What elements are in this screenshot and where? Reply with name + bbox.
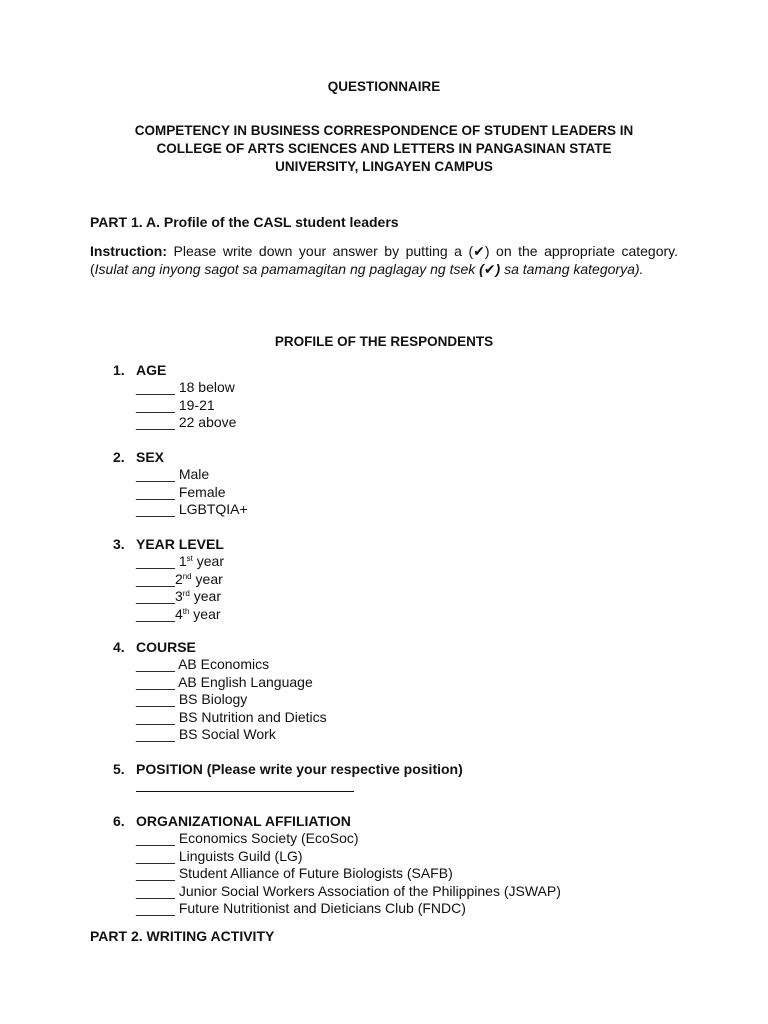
- study-title-line: UNIVERSITY, LINGAYEN CAMPUS: [275, 159, 493, 174]
- part2-heading: PART 2. WRITING ACTIVITY: [90, 928, 275, 944]
- option-item[interactable]: _____ BS Social Work: [136, 726, 276, 742]
- answer-blank[interactable]: _____: [136, 656, 175, 672]
- section-course: [113, 638, 693, 744]
- answer-blank[interactable]: _____: [136, 466, 175, 482]
- answer-blank[interactable]: _____: [136, 588, 175, 604]
- option-item[interactable]: _____ BS Nutrition and Dietics: [136, 708, 327, 725]
- option-item[interactable]: _____ Student Alliance of Future Biologists (SAFB): [136, 865, 453, 881]
- option-item[interactable]: _____ 18 below: [136, 379, 235, 395]
- option-item[interactable]: _____ AB Economics: [136, 656, 270, 672]
- answer-blank[interactable]: _____: [136, 414, 175, 430]
- answer-blank[interactable]: _____: [136, 830, 175, 846]
- section-position: [113, 760, 693, 792]
- section-heading: 6. ORGANIZATIONAL AFFILIATION: [113, 813, 351, 829]
- option-item[interactable]: _____ 1st year: [136, 553, 224, 569]
- study-title: [90, 122, 678, 176]
- section-heading: 2. SEX: [113, 449, 165, 465]
- study-title-line: COMPETENCY IN BUSINESS CORRESPONDENCE OF STUDENT LEADERS IN: [134, 123, 634, 138]
- instruction-tagalog-end: sa tamang kategorya).: [500, 261, 644, 277]
- section-heading: 5. POSITION (Please write your respective position): [113, 761, 463, 777]
- check-mark-icon: (✔): [479, 261, 501, 277]
- part1-heading: PART 1. A. Profile of the CASL student leaders: [90, 214, 399, 230]
- answer-blank[interactable]: _____: [136, 483, 175, 500]
- instruction-paragraph: [90, 242, 678, 278]
- answer-blank[interactable]: _____: [136, 865, 175, 881]
- option-item[interactable]: _____ LGBTQIA+: [136, 501, 248, 517]
- section-year-level: [113, 535, 693, 623]
- answer-blank[interactable]: _____: [136, 847, 175, 864]
- option-item[interactable]: _____ Future Nutritionist and Dieticians Club (FNDC): [136, 900, 466, 916]
- option-item[interactable]: _____ 19-21: [136, 396, 215, 413]
- answer-blank[interactable]: _____: [136, 396, 175, 413]
- answer-blank[interactable]: _____: [136, 379, 175, 395]
- answer-blank[interactable]: _____: [136, 726, 175, 742]
- section-age: [113, 361, 693, 432]
- section-heading: 4. COURSE: [113, 639, 196, 655]
- answer-blank[interactable]: _____: [136, 553, 175, 569]
- option-item[interactable]: _____2nd year: [136, 570, 223, 587]
- profile-title: PROFILE OF THE RESPONDENTS: [274, 334, 494, 349]
- section-heading: 1. AGE: [113, 362, 167, 378]
- option-item[interactable]: _____3rd year: [136, 588, 221, 604]
- section-heading: 3. YEAR LEVEL: [113, 536, 224, 552]
- section-affiliation: [113, 812, 693, 918]
- answer-blank[interactable]: _____: [136, 673, 175, 690]
- instruction-label: Instruction:: [90, 243, 167, 259]
- answer-blank[interactable]: _____: [136, 691, 175, 707]
- option-item[interactable]: _____ Linguists Guild (LG): [136, 847, 303, 864]
- option-item[interactable]: _____ Junior Social Workers Association of the Philippines (JSWAP): [136, 882, 561, 899]
- option-item[interactable]: _____ BS Biology: [136, 691, 248, 707]
- answer-blank[interactable]: _____: [136, 882, 175, 899]
- instruction-tagalog: Isulat ang inyong sagot sa pamamagitan ng paglagay ng tsek: [94, 261, 480, 277]
- option-item[interactable]: _____ 22 above: [136, 414, 237, 430]
- section-sex: [113, 448, 693, 519]
- instruction-text: Please write down your answer by putting a (✔) on the appropriate category. (: [90, 243, 678, 277]
- option-item[interactable]: _____ Economics Society (EcoSoc): [136, 830, 359, 846]
- answer-blank[interactable]: _____: [136, 570, 175, 587]
- option-item[interactable]: _____ AB English Language: [136, 673, 313, 690]
- option-item[interactable]: _____ Female: [136, 483, 226, 500]
- answer-blank[interactable]: _____: [136, 708, 175, 725]
- position-answer-line[interactable]: [136, 790, 354, 792]
- answer-blank[interactable]: _____: [136, 605, 175, 622]
- study-title-line: COLLEGE OF ARTS SCIENCES AND LETTERS IN PANGASINAN STATE: [156, 141, 612, 156]
- answer-blank[interactable]: _____: [136, 900, 175, 916]
- option-item[interactable]: _____ Male: [136, 466, 210, 482]
- answer-blank[interactable]: _____: [136, 501, 175, 517]
- option-item[interactable]: _____4th year: [136, 605, 221, 622]
- document-title: QUESTIONNAIRE: [327, 79, 441, 94]
